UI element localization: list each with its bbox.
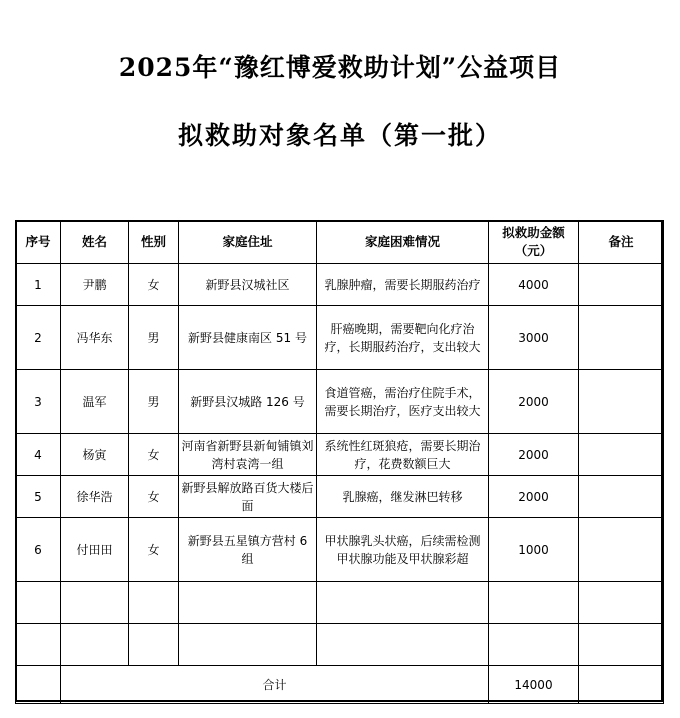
cell-name: 温军 [61,370,129,434]
cell-gender: 女 [129,264,179,306]
cell-amount: 3000 [489,306,579,370]
cell-name: 冯华东 [61,306,129,370]
cell-amount: 2000 [489,476,579,518]
cell-difficulty: 系统性红斑狼疮，需要长期治疗，花费数额巨大 [317,434,489,476]
cell-difficulty: 肝癌晚期，需要靶向化疗治疗，长期服药治疗，支出较大 [317,306,489,370]
cell-no: 5 [16,476,61,518]
table-row [16,306,664,370]
cell-difficulty: 乳腺肿瘤，需要长期服药治疗 [317,264,489,306]
cell-name: 杨寅 [61,434,129,476]
cell-gender: 男 [129,370,179,434]
cell-amount: 1000 [489,518,579,582]
cell-gender: 女 [129,518,179,582]
cell-remark [579,264,664,306]
cell-name: 徐华浩 [61,476,129,518]
table-row [16,264,664,306]
cell-address: 新野县解放路百货大楼后面 [179,476,317,518]
table-row [16,434,664,476]
cell-remark [579,518,664,582]
cell-gender: 男 [129,306,179,370]
cell-address: 新野县五星镇方营村 6 组 [179,518,317,582]
cell-remark [579,434,664,476]
cell-no: 4 [16,434,61,476]
table-row [16,476,664,518]
cell-name: 尹鹏 [61,264,129,306]
header-difficulty: 家庭困难情况 [317,221,489,264]
cell-remark [579,306,664,370]
table-row [16,370,664,434]
cell-remark [579,370,664,434]
cell-difficulty: 食道管癌，需治疗住院手术，需要长期治疗，医疗支出较大 [317,370,489,434]
beneficiary-table [15,220,664,704]
header-amount: 拟救助金额（元） [489,221,579,264]
cell-address: 新野县汉城路 126 号 [179,370,317,434]
cell-no: 3 [16,370,61,434]
cell-gender: 女 [129,434,179,476]
header-no: 序号 [16,221,61,264]
empty-row [16,624,664,666]
document-subtitle: 拟救助对象名单（第一批） [177,121,502,150]
cell-address: 新野县汉城社区 [179,264,317,306]
cell-no: 6 [16,518,61,582]
cell-no: 2 [16,306,61,370]
total-label: 合计 [61,666,489,704]
table-row [16,518,664,582]
cell-difficulty: 甲状腺乳头状癌，后续需检测甲状腺功能及甲状腺彩超 [317,518,489,582]
header-gender: 性别 [129,221,179,264]
header-remark: 备注 [579,221,664,264]
cell-address: 河南省新野县新甸铺镇刘湾村袁湾一组 [179,434,317,476]
cell-name: 付田田 [61,518,129,582]
cell-amount: 2000 [489,434,579,476]
total-row [16,666,664,704]
cell-gender: 女 [129,476,179,518]
table-header-row [16,221,664,264]
cell-amount: 2000 [489,370,579,434]
empty-row [16,582,664,624]
cell-remark [579,476,664,518]
cell-address: 新野县健康南区 51 号 [179,306,317,370]
document-title: 2025年“豫红博爱救助计划”公益项目 [118,53,562,82]
cell-difficulty: 乳腺癌，继发淋巴转移 [317,476,489,518]
total-amount: 14000 [489,666,579,704]
header-address: 家庭住址 [179,221,317,264]
header-name: 姓名 [61,221,129,264]
cell-amount: 4000 [489,264,579,306]
cell-no: 1 [16,264,61,306]
